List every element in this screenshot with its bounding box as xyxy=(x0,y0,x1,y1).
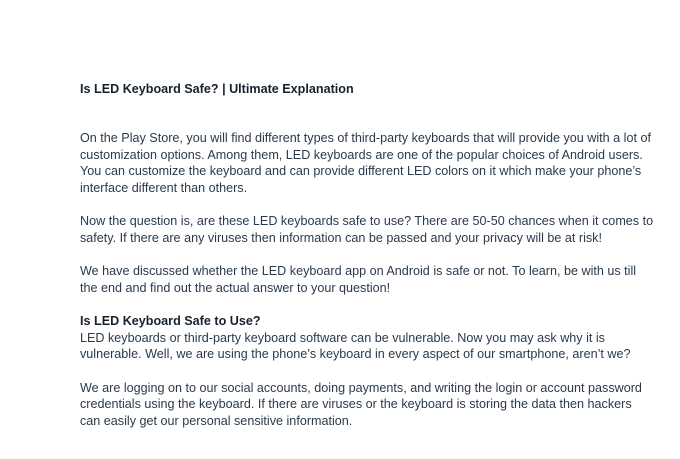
section-paragraph-2: We are logging on to our social accounts, doing payments, and writing the login or account password credentials using the keyboard. If there are viruses or the keyboard is storing the data then hackers can easily get our personal sensitive information. xyxy=(80,380,642,428)
intro-paragraph-1: On the Play Store, you will find different types of third-party keyboards that will provide you with a lot of customization options. Among them, LED keyboards are one of the popular choices of Android users. You can customize the keyboard and can provide different LED colors on it which make your phone’s interface different than others. xyxy=(80,131,651,195)
intro-paragraph-2: Now the question is, are these LED keyboards safe to use? There are 50-50 chances when it comes to safety. If there are any viruses then information can be passed and your privacy will be at risk! xyxy=(80,214,654,245)
document-title: Is LED Keyboard Safe? | Ultimate Explanation xyxy=(80,82,354,96)
intro-paragraph-3: We have discussed whether the LED keyboard app on Android is safe or not. To learn, be with us till the end and find out the actual answer to your question! xyxy=(80,264,637,295)
section-paragraph-1: LED keyboards or third-party keyboard software can be vulnerable. Now you may ask why it is vulnerable. Well, we are using the phone’s keyboard in every aspect of our smartphone, aren’t we? xyxy=(80,330,631,361)
document-body xyxy=(80,81,655,429)
section-heading: Is LED Keyboard Safe to Use? xyxy=(80,314,261,328)
